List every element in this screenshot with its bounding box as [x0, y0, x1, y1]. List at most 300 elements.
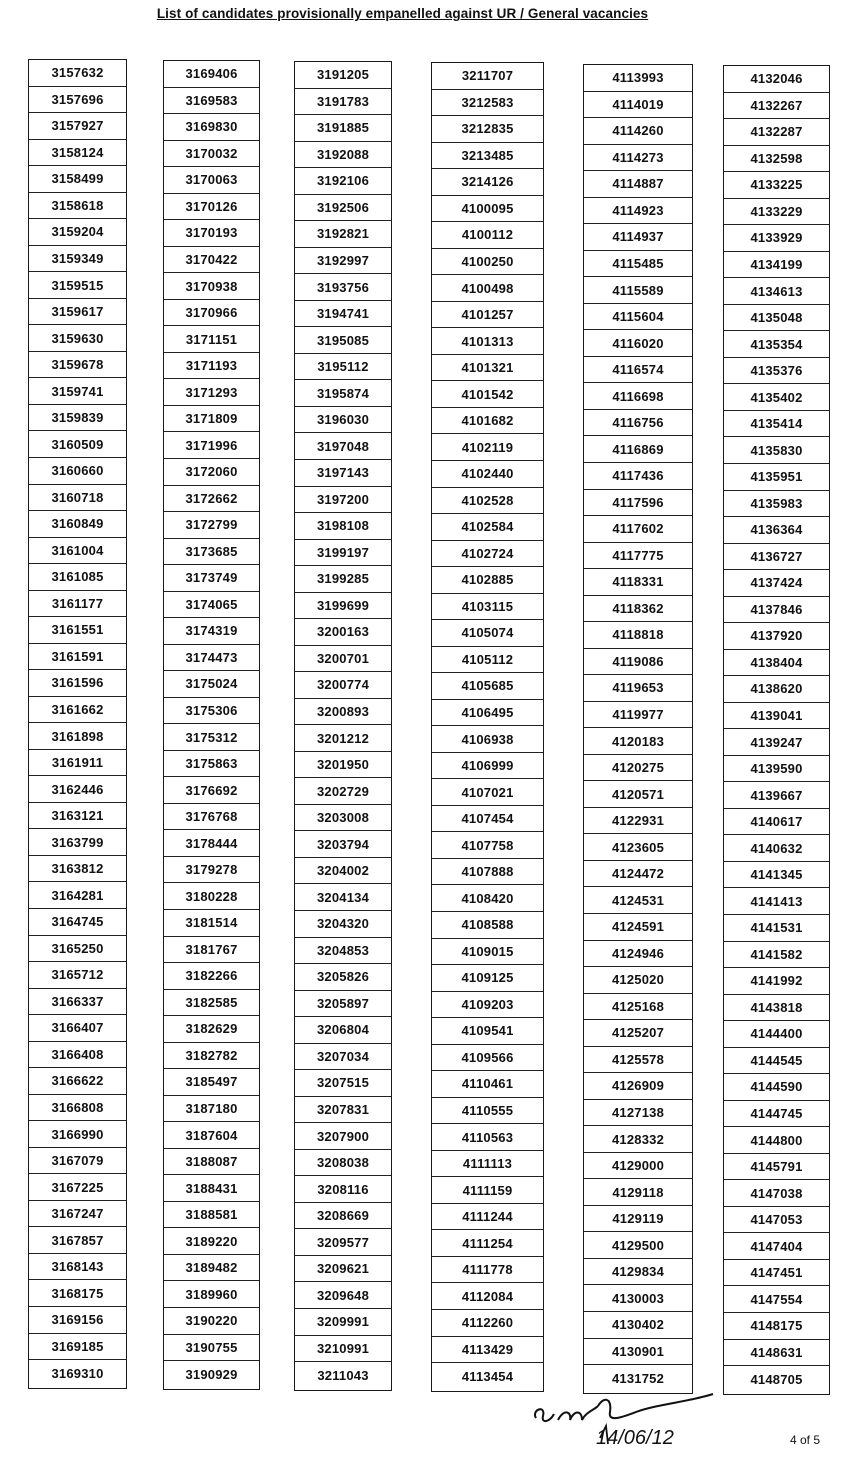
- candidate-number-cell: 4117596: [584, 490, 692, 517]
- candidate-number-cell: 4101313: [432, 328, 543, 355]
- candidate-number-cell: 3207900: [295, 1123, 391, 1150]
- candidate-number-cell: 3182629: [164, 1016, 259, 1043]
- candidate-number-cell: 4141582: [724, 942, 829, 969]
- candidate-number-cell: 3161085: [29, 564, 126, 591]
- candidate-number-cell: 3201212: [295, 725, 391, 752]
- candidate-number-cell: 4135048: [724, 305, 829, 332]
- candidate-number-cell: 3159839: [29, 405, 126, 432]
- candidate-number-cell: 3167079: [29, 1148, 126, 1175]
- candidate-number-cell: 3199699: [295, 593, 391, 620]
- candidate-number-cell: 4117775: [584, 543, 692, 570]
- candidate-number-cell: 4141992: [724, 968, 829, 995]
- candidate-number-cell: 3204853: [295, 938, 391, 965]
- candidate-number-cell: 4102724: [432, 541, 543, 568]
- candidate-number-cell: 3209577: [295, 1229, 391, 1256]
- candidate-number-cell: 4139667: [724, 782, 829, 809]
- candidate-number-cell: 3166408: [29, 1042, 126, 1069]
- candidate-number-cell: 3201950: [295, 752, 391, 779]
- candidate-number-cell: 3161591: [29, 644, 126, 671]
- candidate-number-cell: 4124946: [584, 941, 692, 968]
- candidate-number-cell: 3168143: [29, 1254, 126, 1281]
- candidate-number-cell: 3172060: [164, 459, 259, 486]
- candidate-number-cell: 3173749: [164, 565, 259, 592]
- candidate-number-cell: 4126909: [584, 1073, 692, 1100]
- candidate-number-cell: 4103115: [432, 594, 543, 621]
- candidate-number-cell: 3208116: [295, 1176, 391, 1203]
- candidate-number-cell: 3190929: [185, 1366, 238, 1382]
- candidate-number-cell: 3194741: [295, 301, 391, 328]
- candidate-number-cell: 3189220: [164, 1228, 259, 1255]
- candidate-number-cell: 3200774: [295, 672, 391, 699]
- candidate-number-cell: 4100095: [432, 196, 543, 223]
- candidate-number-cell: 3157927: [29, 113, 126, 140]
- svg-text:14/06/12: 14/06/12: [596, 1427, 674, 1449]
- candidate-number-cell: 3161596: [29, 670, 126, 697]
- candidate-number-cell: 4138404: [724, 650, 829, 677]
- candidate-number-cell: 4129119: [584, 1206, 692, 1233]
- candidate-number-cell: 3159617: [29, 299, 126, 326]
- candidate-number-cell: 3157632: [29, 60, 126, 87]
- candidate-number-cell: 3193756: [295, 274, 391, 301]
- candidate-number-cell: 4111159: [432, 1177, 543, 1204]
- candidate-number-cell: 4135402: [724, 384, 829, 411]
- candidate-number-cell: 3208669: [295, 1203, 391, 1230]
- candidate-number-cell: 3163812: [29, 856, 126, 883]
- candidate-number-cell: 4107021: [432, 779, 543, 806]
- candidate-number-cell: 3199197: [295, 540, 391, 567]
- candidate-number-cell: 3169830: [164, 114, 259, 141]
- candidate-number-cell: 3161004: [29, 538, 126, 565]
- candidate-number-cell: 3163799: [29, 829, 126, 856]
- candidate-number-cell: 4125207: [584, 1020, 692, 1047]
- candidate-number-cell: 3181767: [164, 937, 259, 964]
- candidate-number-cell: 4109125: [432, 965, 543, 992]
- candidate-number-cell: 3190220: [164, 1308, 259, 1335]
- candidate-number-cell: 4125168: [584, 994, 692, 1021]
- candidate-number-cell: 4110563: [432, 1124, 543, 1151]
- candidate-number-cell: 3207831: [295, 1097, 391, 1124]
- candidate-number-cell: 4132598: [724, 146, 829, 173]
- candidate-number-cell: 4101542: [432, 381, 543, 408]
- candidate-number-cell: 4144800: [724, 1127, 829, 1154]
- candidate-number-cell: 4100112: [432, 222, 543, 249]
- candidate-number-cell: 3166407: [29, 1015, 126, 1042]
- candidate-number-cell: 3171293: [164, 379, 259, 406]
- candidate-number-cell: 4109566: [432, 1045, 543, 1072]
- candidate-number-cell: 4129118: [584, 1179, 692, 1206]
- candidate-number-cell: 4116020: [584, 330, 692, 357]
- candidate-number-cell: 3170126: [164, 194, 259, 221]
- candidate-number-cell: 4102119: [432, 434, 543, 461]
- candidate-number-cell: 3158499: [29, 166, 126, 193]
- candidate-number-cell: 3203008: [295, 805, 391, 832]
- candidate-number-cell: 3188581: [164, 1202, 259, 1229]
- candidate-number-cell: 4115589: [584, 277, 692, 304]
- candidate-number-cell: 4137846: [724, 597, 829, 624]
- candidate-number-cell: 4147554: [724, 1286, 829, 1313]
- candidate-number-cell: 4133225: [724, 172, 829, 199]
- candidate-number-cell: 4136727: [724, 544, 829, 571]
- candidate-number-cell: 4113429: [432, 1337, 543, 1364]
- candidate-number-cell: 4140632: [724, 835, 829, 862]
- candidate-number-cell: 4102885: [432, 567, 543, 594]
- candidate-number-cell: 3189960: [164, 1281, 259, 1308]
- candidate-number-cell: 3192997: [295, 248, 391, 275]
- candidate-number-cell: 4109015: [432, 939, 543, 966]
- candidate-number-cell: 3200163: [295, 619, 391, 646]
- candidate-number-cell: 3195112: [295, 354, 391, 381]
- candidate-number-cell: 3166622: [29, 1068, 126, 1095]
- candidate-number-cell: 4101257: [432, 302, 543, 329]
- candidate-number-cell: 3205897: [295, 991, 391, 1018]
- candidate-number-cell: 4106938: [432, 726, 543, 753]
- candidate-number-cell: 3189482: [164, 1255, 259, 1282]
- candidate-number-cell: 3212835: [432, 116, 543, 143]
- candidate-number-cell: 3197200: [295, 487, 391, 514]
- candidate-number-cell: 4133229: [724, 199, 829, 226]
- candidate-number-cell: 4112084: [432, 1283, 543, 1310]
- candidate-number-cell: 4113454: [461, 1368, 514, 1384]
- candidate-number-cell: 3162446: [29, 776, 126, 803]
- candidate-number-cell: 4119086: [584, 649, 692, 676]
- candidate-number-cell: 3200893: [295, 699, 391, 726]
- candidate-number-cell: 3159741: [29, 378, 126, 405]
- candidate-number-cell: 4139590: [724, 756, 829, 783]
- candidate-number-cell: 3187604: [164, 1122, 259, 1149]
- candidate-number-cell: 3174065: [164, 592, 259, 619]
- candidate-number-cell: 4123605: [584, 834, 692, 861]
- candidate-number-cell: 3192821: [295, 221, 391, 248]
- candidate-number-cell: 3169310: [51, 1365, 104, 1381]
- candidate-number-cell: 4135376: [724, 358, 829, 385]
- candidate-number-cell: 3203794: [295, 831, 391, 858]
- candidate-number-cell: 4135951: [724, 464, 829, 491]
- candidate-number-cell: 3169185: [29, 1334, 126, 1361]
- candidate-number-cell: 4139041: [724, 703, 829, 730]
- candidate-number-cell: 3159630: [29, 325, 126, 352]
- candidate-number-cell: 4144745: [724, 1101, 829, 1128]
- candidate-number-cell: 4110555: [432, 1098, 543, 1125]
- candidate-number-cell: 3191783: [295, 89, 391, 116]
- candidate-column-5: [583, 64, 693, 1394]
- candidate-number-cell: 4148705: [750, 1371, 803, 1387]
- candidate-number-cell: 3175306: [164, 698, 259, 725]
- candidate-number-cell: 3157696: [29, 87, 126, 114]
- candidate-number-cell: 4116756: [584, 410, 692, 437]
- candidate-number-cell: 3195874: [295, 380, 391, 407]
- candidate-number-cell: 4135354: [724, 331, 829, 358]
- candidate-number-cell: 3166337: [29, 989, 126, 1016]
- candidate-number-cell: 3176692: [164, 777, 259, 804]
- candidate-number-cell: 3174319: [164, 618, 259, 645]
- candidate-number-cell: 4106999: [432, 753, 543, 780]
- candidate-number-cell: 3171996: [164, 432, 259, 459]
- candidate-number-cell: 4141531: [724, 915, 829, 942]
- candidate-number-cell: 4147038: [724, 1180, 829, 1207]
- candidate-number-cell: 4111254: [432, 1230, 543, 1257]
- candidate-number-cell: 3175863: [164, 751, 259, 778]
- candidate-number-cell: 3182585: [164, 990, 259, 1017]
- candidate-number-cell: 4100498: [432, 275, 543, 302]
- candidate-number-cell: 3159678: [29, 352, 126, 379]
- candidate-number-cell: 3209991: [295, 1309, 391, 1336]
- candidate-number-cell: 3167247: [29, 1201, 126, 1228]
- candidate-number-cell: 3188087: [164, 1149, 259, 1176]
- candidate-number-cell: 3160660: [29, 458, 126, 485]
- candidate-number-cell: 3197048: [295, 433, 391, 460]
- candidate-number-cell: 3161911: [29, 750, 126, 777]
- candidate-number-cell: 4138620: [724, 676, 829, 703]
- candidate-number-cell: 4141345: [724, 862, 829, 889]
- candidate-number-cell: 3166808: [29, 1095, 126, 1122]
- candidate-number-cell: 3170193: [164, 220, 259, 247]
- candidate-number-cell: 3165250: [29, 936, 126, 963]
- candidate-number-cell: 3159515: [29, 272, 126, 299]
- candidate-number-cell: 4108588: [432, 912, 543, 939]
- candidate-number-cell: 4119653: [584, 675, 692, 702]
- candidate-number-cell: 3170966: [164, 300, 259, 327]
- candidate-number-cell: 3161551: [29, 617, 126, 644]
- candidate-number-cell: 4145791: [724, 1154, 829, 1181]
- candidate-number-cell: 4129000: [584, 1153, 692, 1180]
- candidate-number-cell: 4101682: [432, 408, 543, 435]
- page-indicator: 4 of 5: [790, 1433, 821, 1447]
- candidate-number-cell: 4141413: [724, 888, 829, 915]
- candidate-number-cell: 4106495: [432, 700, 543, 727]
- candidate-number-cell: 3178444: [164, 830, 259, 857]
- candidate-number-cell: 4118331: [584, 569, 692, 596]
- candidate-number-cell: 3191885: [295, 115, 391, 142]
- candidate-number-cell: 4114260: [584, 118, 692, 145]
- candidate-number-cell: 4105074: [432, 620, 543, 647]
- candidate-number-cell: 4144590: [724, 1074, 829, 1101]
- candidate-number-cell: 3158124: [29, 140, 126, 167]
- candidate-number-cell: 4117436: [584, 463, 692, 490]
- candidate-number-cell: 4129834: [584, 1259, 692, 1286]
- candidate-number-cell: 4144545: [724, 1048, 829, 1075]
- candidate-number-cell: 4137920: [724, 623, 829, 650]
- candidate-column-1: [28, 59, 127, 1389]
- candidate-number-cell: 4117602: [584, 516, 692, 543]
- candidate-number-cell: 4147404: [724, 1233, 829, 1260]
- candidate-number-cell: 3212583: [432, 90, 543, 117]
- candidate-column-6: [723, 65, 830, 1395]
- candidate-number-cell: 3170938: [164, 273, 259, 300]
- candidate-number-cell: 3165712: [29, 962, 126, 989]
- candidate-number-cell: 4107758: [432, 832, 543, 859]
- candidate-number-cell: 4116869: [584, 436, 692, 463]
- candidate-number-cell: 3192088: [295, 142, 391, 169]
- candidate-number-cell: 4114273: [584, 145, 692, 172]
- candidate-number-cell: 3169406: [164, 61, 259, 88]
- candidate-number-cell: 4131752: [611, 1370, 664, 1386]
- candidate-number-cell: 3159204: [29, 219, 126, 246]
- candidate-number-cell: 3185497: [164, 1069, 259, 1096]
- candidate-number-cell: 3161898: [29, 723, 126, 750]
- candidate-number-cell: 3205826: [295, 964, 391, 991]
- candidate-number-cell: 3187180: [164, 1096, 259, 1123]
- candidate-number-cell: 3170063: [164, 167, 259, 194]
- candidate-number-cell: 3204134: [295, 884, 391, 911]
- candidate-number-cell: 4108420: [432, 885, 543, 912]
- candidate-number-cell: 4114887: [584, 171, 692, 198]
- candidate-number-cell: 4105112: [432, 647, 543, 674]
- candidate-number-cell: 3158618: [29, 193, 126, 220]
- candidate-number-cell: 3198108: [295, 513, 391, 540]
- candidate-number-cell: 3174473: [164, 645, 259, 672]
- candidate-number-cell: 4133929: [724, 225, 829, 252]
- candidate-number-cell: 3159349: [29, 246, 126, 273]
- candidate-number-cell: 3209621: [295, 1256, 391, 1283]
- candidate-number-cell: 3169156: [29, 1307, 126, 1334]
- candidate-number-cell: 4115485: [584, 251, 692, 278]
- candidate-number-cell: 4109541: [432, 1018, 543, 1045]
- candidate-number-cell: 4124472: [584, 861, 692, 888]
- candidate-number-cell: 4132046: [724, 66, 829, 93]
- candidate-number-cell: 4129500: [584, 1232, 692, 1259]
- candidate-number-cell: 3211707: [432, 63, 543, 90]
- candidate-number-cell: 3163121: [29, 803, 126, 830]
- candidate-number-cell: 3197143: [295, 460, 391, 487]
- candidate-number-cell: 3160718: [29, 485, 126, 512]
- candidate-number-cell: 4116698: [584, 383, 692, 410]
- candidate-number-cell: 3160849: [29, 511, 126, 538]
- candidate-number-cell: 4116574: [584, 357, 692, 384]
- candidate-number-cell: 3167225: [29, 1174, 126, 1201]
- candidate-number-cell: 3206804: [295, 1017, 391, 1044]
- candidate-number-cell: 4114923: [584, 198, 692, 225]
- candidate-number-cell: 3171151: [164, 326, 259, 353]
- candidate-number-cell: 4132267: [724, 93, 829, 120]
- candidate-number-cell: 4130003: [584, 1285, 692, 1312]
- candidate-number-cell: 3209648: [295, 1282, 391, 1309]
- candidate-number-cell: 4139247: [724, 729, 829, 756]
- candidate-number-cell: 4102528: [432, 488, 543, 515]
- candidate-number-cell: 4107888: [432, 859, 543, 886]
- candidate-number-cell: 4110461: [432, 1071, 543, 1098]
- candidate-number-cell: 3170032: [164, 141, 259, 168]
- candidate-number-cell: 4107454: [432, 806, 543, 833]
- candidate-number-cell: 3191205: [295, 62, 391, 89]
- candidate-number-cell: 4115604: [584, 304, 692, 331]
- candidate-number-cell: 3172799: [164, 512, 259, 539]
- candidate-column-4: [431, 62, 544, 1392]
- candidate-number-cell: 3171193: [164, 353, 259, 380]
- candidate-number-cell: 3207034: [295, 1044, 391, 1071]
- candidate-number-cell: 3171809: [164, 406, 259, 433]
- candidate-number-cell: 3166990: [29, 1121, 126, 1148]
- handwritten-signature: [528, 1392, 723, 1452]
- candidate-column-2: [163, 60, 260, 1390]
- candidate-number-cell: 3175312: [164, 724, 259, 751]
- candidate-number-cell: 3195085: [295, 327, 391, 354]
- candidate-number-cell: 3175024: [164, 671, 259, 698]
- candidate-number-cell: 3200701: [295, 646, 391, 673]
- candidate-number-cell: 4137424: [724, 570, 829, 597]
- candidate-number-cell: 4144400: [724, 1021, 829, 1048]
- candidate-number-cell: 3176768: [164, 804, 259, 831]
- candidate-number-cell: 4147053: [724, 1207, 829, 1234]
- candidate-number-cell: 4114937: [584, 224, 692, 251]
- candidate-number-cell: 3161177: [29, 591, 126, 618]
- candidate-number-cell: 3192506: [295, 195, 391, 222]
- candidate-number-cell: 3167857: [29, 1227, 126, 1254]
- candidate-number-cell: 3204320: [295, 911, 391, 938]
- candidate-number-cell: 3173685: [164, 539, 259, 566]
- candidate-number-cell: 4105685: [432, 673, 543, 700]
- candidate-number-cell: 4148175: [724, 1313, 829, 1340]
- candidate-number-cell: 4148631: [724, 1340, 829, 1367]
- candidate-number-cell: 3190755: [164, 1335, 259, 1362]
- candidate-number-cell: 3208038: [295, 1150, 391, 1177]
- candidate-number-cell: 4118362: [584, 596, 692, 623]
- candidate-number-cell: 4113993: [584, 65, 692, 92]
- candidate-number-cell: 4130402: [584, 1312, 692, 1339]
- candidate-number-cell: 4147451: [724, 1260, 829, 1287]
- candidate-number-cell: 3182266: [164, 963, 259, 990]
- candidate-number-cell: 4120183: [584, 728, 692, 755]
- candidate-number-cell: 3196030: [295, 407, 391, 434]
- candidate-number-cell: 4135414: [724, 411, 829, 438]
- candidate-column-3: [294, 61, 392, 1391]
- candidate-number-cell: 4112260: [432, 1310, 543, 1337]
- candidate-number-cell: 4122931: [584, 808, 692, 835]
- candidate-number-cell: 3199285: [295, 566, 391, 593]
- candidate-number-cell: 3188431: [164, 1175, 259, 1202]
- candidate-number-cell: 4120275: [584, 755, 692, 782]
- candidate-number-cell: 4114019: [584, 92, 692, 119]
- candidate-number-cell: 4135983: [724, 491, 829, 518]
- candidate-number-cell: 3213485: [432, 143, 543, 170]
- document-title: List of candidates provisionally empanelled against UR / General vacancies: [156, 6, 649, 21]
- candidate-number-cell: 4111113: [432, 1151, 543, 1178]
- candidate-number-cell: 4130901: [584, 1339, 692, 1366]
- candidate-number-cell: 3210991: [295, 1336, 391, 1363]
- candidate-number-cell: 4100250: [432, 249, 543, 276]
- candidate-number-cell: 3160509: [29, 431, 126, 458]
- candidate-number-cell: 3168175: [29, 1280, 126, 1307]
- candidate-number-cell: 3170422: [164, 247, 259, 274]
- candidate-number-cell: 4125578: [584, 1047, 692, 1074]
- candidate-number-cell: 4102584: [432, 514, 543, 541]
- candidate-number-cell: 4132287: [724, 119, 829, 146]
- candidate-number-cell: 3207515: [295, 1070, 391, 1097]
- candidate-number-cell: 4119977: [584, 702, 692, 729]
- candidate-number-cell: 4136364: [724, 517, 829, 544]
- candidate-number-cell: 4134199: [724, 252, 829, 279]
- candidate-number-cell: 3214126: [432, 169, 543, 196]
- candidate-number-cell: 3181514: [164, 910, 259, 937]
- candidate-number-cell: 4109203: [432, 992, 543, 1019]
- candidate-number-cell: 3202729: [295, 778, 391, 805]
- candidate-number-cell: 4111778: [432, 1257, 543, 1284]
- candidate-number-cell: 3180228: [164, 883, 259, 910]
- candidate-number-cell: 3161662: [29, 697, 126, 724]
- candidate-number-cell: 3169583: [164, 88, 259, 115]
- candidate-number-cell: 3172662: [164, 486, 259, 513]
- candidate-number-cell: 4118818: [584, 622, 692, 649]
- candidate-number-cell: 3164281: [29, 882, 126, 909]
- candidate-number-cell: 4128332: [584, 1126, 692, 1153]
- candidate-number-cell: 4125020: [584, 967, 692, 994]
- candidate-number-cell: 3164745: [29, 909, 126, 936]
- candidate-number-cell: 4124531: [584, 887, 692, 914]
- candidate-number-cell: 4135830: [724, 437, 829, 464]
- candidate-number-cell: 4134613: [724, 278, 829, 305]
- candidate-number-cell: 4101321: [432, 355, 543, 382]
- candidate-number-cell: 3179278: [164, 857, 259, 884]
- candidate-number-cell: 4124591: [584, 914, 692, 941]
